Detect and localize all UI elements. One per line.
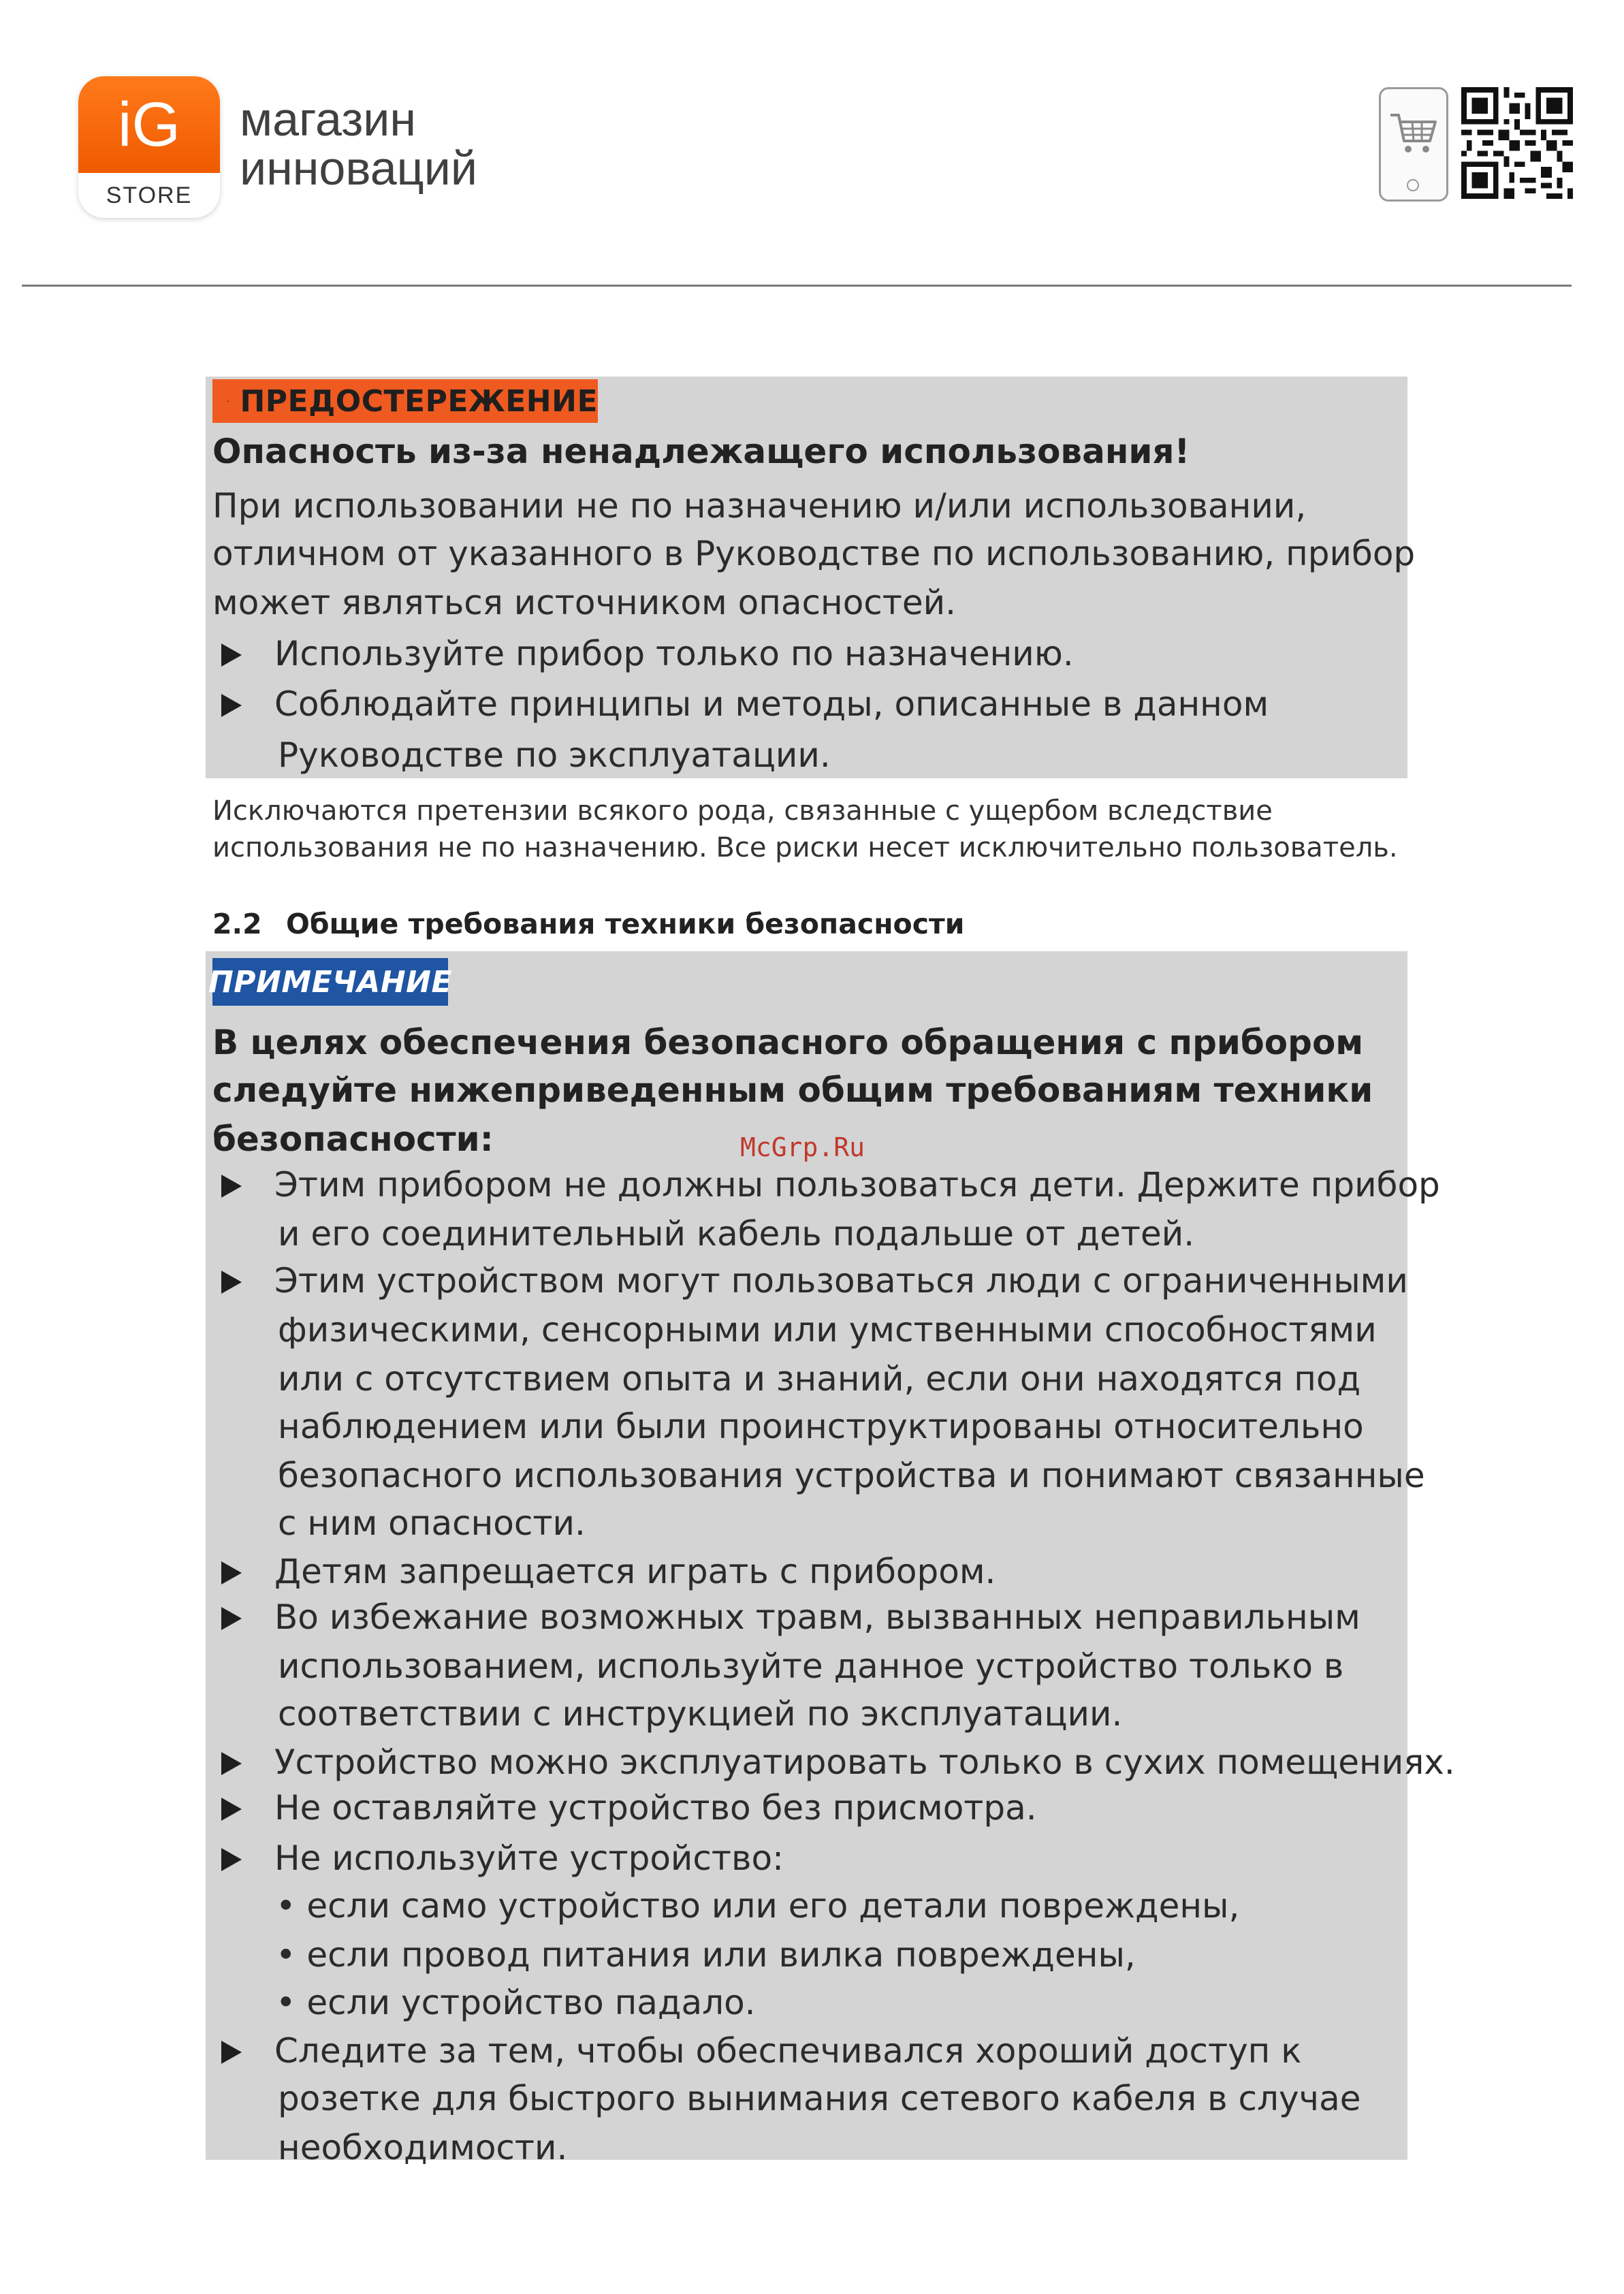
brand-name-line1: магазин: [240, 93, 417, 146]
note-line: физическими, сенсорными или умственными способностями: [278, 1310, 1377, 1350]
note-line: с ним опасности.: [278, 1503, 586, 1543]
section-number: 2.2: [212, 908, 262, 940]
bullet-arrow-icon: [221, 1848, 242, 1871]
warning-label-text: ПРЕДОСТЕРЕЖЕНИЕ: [240, 383, 598, 419]
warning-bullet-continuation: Руководстве по эксплуатации.: [278, 735, 831, 775]
note-line: Этим прибором не должны пользоваться дети. Держите прибор: [274, 1165, 1440, 1205]
note-subline: • если провод питания или вилка повреждены,: [276, 1935, 1136, 1975]
cart-phone-icon[interactable]: [1379, 87, 1448, 202]
logo-subtext: STORE: [106, 182, 193, 208]
bullet-arrow-icon: [221, 694, 242, 717]
warning-title: Опасность из-за ненадлежащего использования!: [212, 432, 1190, 471]
note-line: соответствии с инструкцией по эксплуатации.: [278, 1694, 1123, 1734]
note-line: Не оставляйте устройство без присмотра.: [274, 1788, 1037, 1828]
logo-text: iG: [118, 90, 180, 159]
bullet-arrow-icon: [221, 1798, 242, 1821]
note-label: ПРИМЕЧАНИЕ: [212, 958, 448, 1006]
note-line: наблюдением или были проинструктированы относительно: [278, 1407, 1364, 1446]
note-line: Во избежание возможных травм, вызванных неправильным: [274, 1597, 1360, 1637]
note-line: необходимости.: [278, 2128, 568, 2167]
bullet-arrow-icon: [221, 1271, 242, 1294]
brand-name-line2: инноваций: [240, 142, 477, 195]
bullet-arrow-icon: [221, 1561, 242, 1584]
phone-home-button-icon: [1407, 179, 1419, 191]
bullet-arrow-icon: [221, 1175, 242, 1198]
watermark: McGrp.Ru: [740, 1132, 865, 1162]
note-line: Устройство можно эксплуатировать только в сухих помещениях.: [274, 1742, 1455, 1782]
note-subline: • если устройство падало.: [276, 1983, 756, 2022]
warning-body-line: отличном от указанного в Руководстве по использованию, прибор: [212, 534, 1416, 573]
note-line: Детям запрещается играть с прибором.: [274, 1552, 996, 1591]
note-title-line: безопасности:: [212, 1119, 494, 1159]
bullet-arrow-icon: [221, 1607, 242, 1630]
note-line: розетке для быстрого вынимания сетевого кабеля в случае: [278, 2079, 1361, 2118]
disclaimer-line: использования не по назначению. Все риски несет исключительно пользователь.: [212, 832, 1398, 863]
warning-body-line: может являться источником опасностей.: [212, 583, 957, 622]
warning-bullet: Соблюдайте принципы и методы, описанные в данном: [274, 684, 1269, 724]
header-divider: [22, 285, 1572, 287]
note-line: Этим устройством могут пользоваться люди с ограниченными: [274, 1261, 1408, 1301]
note-line: Следите за тем, чтобы обеспечивался хороший доступ к: [274, 2031, 1302, 2071]
note-line: безопасного использования устройства и понимают связанные: [278, 1456, 1425, 1495]
note-line: Не используйте устройство:: [274, 1838, 784, 1878]
bullet-arrow-icon: [221, 1752, 242, 1775]
note-line: использованием, используйте данное устройство только в: [278, 1646, 1344, 1686]
bullet-arrow-icon: [221, 643, 242, 667]
note-title-line: следуйте нижеприведенным общим требованиям техники: [212, 1070, 1373, 1110]
warning-label: [212, 379, 598, 423]
warning-triangle-icon: [227, 386, 229, 416]
disclaimer-line: Исключаются претензии всякого рода, связанные с ущербом вследствие: [212, 795, 1273, 827]
qr-code-icon[interactable]: [1460, 87, 1574, 199]
store-logo[interactable]: [78, 76, 220, 218]
logo-top: [78, 76, 220, 173]
note-title-line: В целях обеспечения безопасного обращения с прибором: [212, 1023, 1364, 1062]
note-subline: • если само устройство или его детали повреждены,: [276, 1886, 1240, 1926]
warning-body-line: При использовании не по назначению и/или использовании,: [212, 486, 1307, 526]
note-line: и его соединительный кабель подальше от детей.: [278, 1214, 1195, 1254]
bullet-arrow-icon: [221, 2041, 242, 2064]
section-title: Общие требования техники безопасности: [286, 908, 965, 940]
warning-bullet: Используйте прибор только по назначению.: [274, 634, 1074, 673]
cart-icon: [1388, 108, 1439, 160]
note-line: или с отсутствием опыта и знаний, если они находятся под: [278, 1359, 1361, 1399]
